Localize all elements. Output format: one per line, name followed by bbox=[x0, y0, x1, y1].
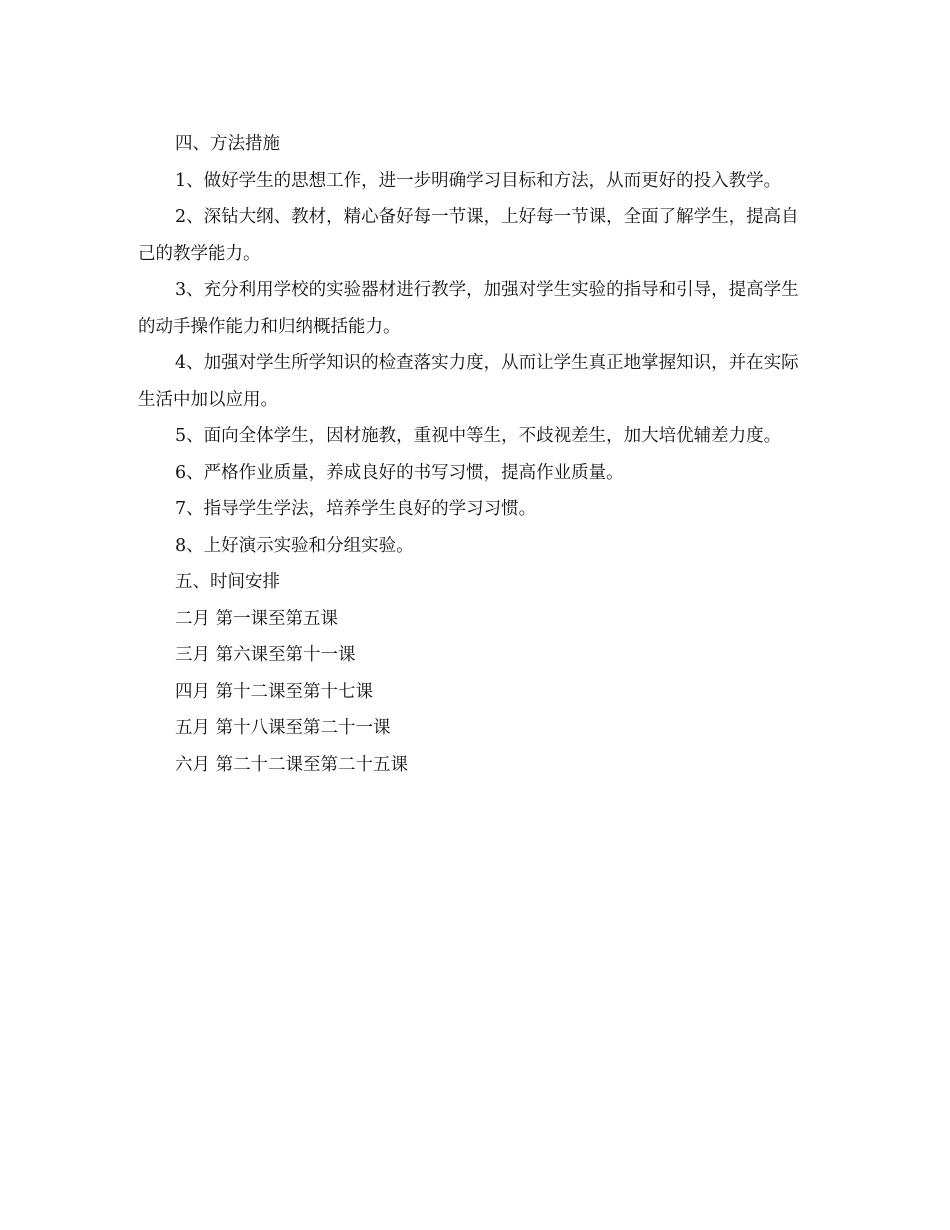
section-heading-schedule: 五、时间安排 bbox=[175, 572, 280, 592]
method-item-4: 4、加强对学生所学知识的检查落实力度，从而让学生真正地掌握知识，并在实际生活中加以应用。 bbox=[138, 353, 799, 410]
method-item-5: 5、面向全体学生，因材施教，重视中等生，不歧视差生，加大培优辅差力度。 bbox=[175, 426, 782, 446]
schedule-item-april: 四月 第十二课至第十七课 bbox=[175, 681, 374, 702]
method-item-6: 6、严格作业质量，养成良好的书写习惯，提高作业质量。 bbox=[175, 462, 624, 483]
method-item-7: 7、指导学生学法，培养学生良好的学习习惯。 bbox=[175, 499, 537, 519]
method-item-1: 1、做好学生的思想工作，进一步明确学习目标和方法，从而更好的投入教学。 bbox=[175, 170, 782, 191]
schedule-item-may: 五月 第十八课至第二十一课 bbox=[175, 718, 391, 738]
section-heading-methods: 四、方法措施 bbox=[175, 134, 280, 154]
schedule-item-february: 二月 第一课至第五课 bbox=[175, 608, 339, 629]
document-body bbox=[138, 126, 806, 783]
method-item-2: 2、深钻大纲、教材，精心备好每一节课，上好每一节课，全面了解学生，提高自己的教学能力。 bbox=[138, 207, 799, 264]
schedule-item-march: 三月 第六课至第十一课 bbox=[175, 645, 356, 665]
method-item-8: 8、上好演示实验和分组实验。 bbox=[175, 535, 414, 556]
schedule-item-june: 六月 第二十二课至第二十五课 bbox=[175, 754, 409, 775]
method-item-3: 3、充分利用学校的实验器材进行教学，加强对学生实验的指导和引导，提高学生的动手操作能力和归纳概括能力。 bbox=[138, 280, 799, 337]
